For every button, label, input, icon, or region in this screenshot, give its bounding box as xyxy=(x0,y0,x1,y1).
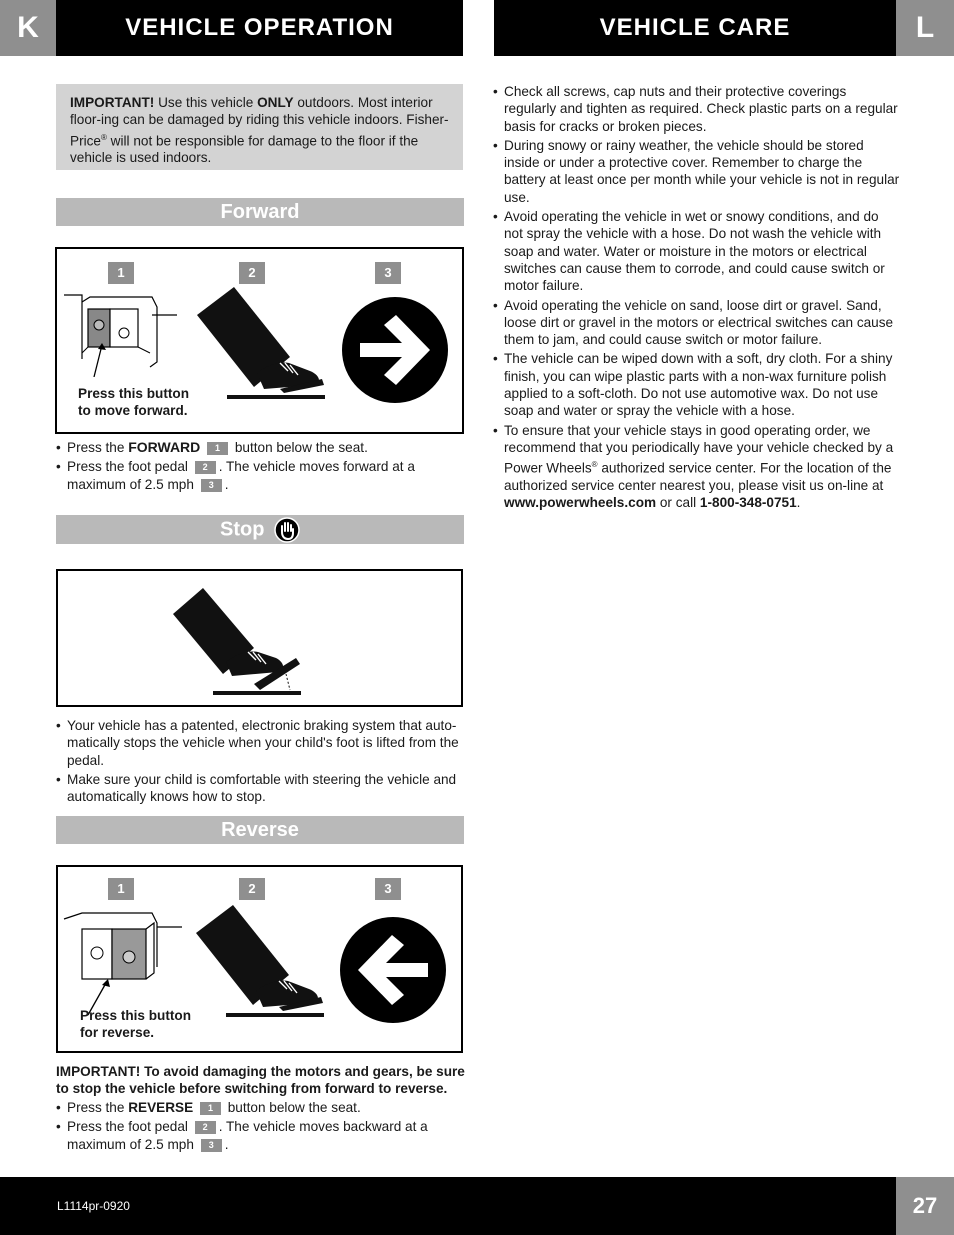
reverse-important-note: IMPORTANT! To avoid damaging the motors and gears, be sure to stop the vehicle before switching from forward to reverse. xyxy=(56,1064,465,1097)
important-note: IMPORTANT! Use this vehicle ONLY outdoors. Most interior floor-ing can be damaged by riding this vehicle indoors. Fisher-Price® will not be responsible for damage to the floor if the vehicle is used indoors. xyxy=(56,84,463,170)
vehicle-operation-heading: VEHICLE OPERATION xyxy=(56,0,463,56)
foot-pedal-icon xyxy=(192,287,332,402)
section-letter-l: L xyxy=(896,0,954,56)
reverse-bullet-1: • Press the REVERSE 1 button below the seat. xyxy=(56,1099,466,1116)
page-number: 27 xyxy=(896,1177,954,1235)
reverse-diagram xyxy=(56,865,463,1053)
reverse-heading: Reverse xyxy=(56,816,464,844)
forward-bullet-2: • Press the foot pedal 2 . The vehicle moves forward at a maximum of 2.5 mph 3 . xyxy=(56,458,464,493)
stop-hand-icon xyxy=(274,517,300,543)
document-code: L1114pr-0920 xyxy=(57,1199,130,1213)
step-3-badge: 3 xyxy=(375,262,401,284)
step-3-badge: 3 xyxy=(375,878,401,900)
care-item: • Check all screws, cap nuts and their protective coverings regularly and tighten as required. Check plastic parts on a regular basis for cracks or broken pieces. xyxy=(493,83,901,135)
reverse-button-illustration xyxy=(62,907,192,1017)
stop-bullet-2: • Make sure your child is comfortable with steering the vehicle and automatically knows how to stop. xyxy=(56,771,468,806)
website-link: www.powerwheels.com xyxy=(504,495,657,511)
forward-bullet-1: • Press the FORWARD 1 button below the seat. xyxy=(56,439,464,456)
care-item-service: • To ensure that your vehicle stays in good operating order, we recommend that you periodically have your vehicle checked by a Power Wheels® authorized service center. For the location of the authorized service center nearest you, please visit us on-line at www.powerwheels.com or call 1-800-348-0751. xyxy=(493,422,901,512)
forward-heading: Forward xyxy=(56,198,464,226)
stop-diagram xyxy=(56,569,463,707)
reverse-instructions xyxy=(56,1099,466,1155)
stop-heading: Stop xyxy=(56,515,464,544)
phone-number: 1-800-348-0751 xyxy=(699,495,797,511)
forward-instructions xyxy=(56,439,464,495)
stop-instructions xyxy=(56,717,468,807)
care-item: • During snowy or rainy weather, the vehicle should be stored inside or under a protective cover. Remember to charge the battery at least once per month while your vehicle is not in regular use. xyxy=(493,137,901,206)
step-2-badge: 2 xyxy=(239,262,265,284)
stop-bullet-1: • Your vehicle has a patented, electronic braking system that auto-matically stops the vehicle when your child's foot is lifted from the pedal. xyxy=(56,717,468,769)
vehicle-care-heading: VEHICLE CARE xyxy=(494,0,896,56)
foot-lifted-icon xyxy=(168,586,308,701)
care-item: • The vehicle can be wiped down with a soft, dry cloth. For a shiny finish, you can wipe plastic parts with a non-wax furniture polish applied to a soft-cloth. Do not use automotive wax. Do not use soap and water or spray the vehicle with a hose. xyxy=(493,350,901,419)
forward-diagram xyxy=(55,247,464,434)
reverse-bullet-2: • Press the foot pedal 2 . The vehicle moves backward at a maximum of 2.5 mph 3 . xyxy=(56,1118,466,1153)
footer-bar xyxy=(0,1177,896,1235)
care-item: • Avoid operating the vehicle in wet or snowy conditions, and do not spray the vehicle with a hose. Do not wash the vehicle with soap and water. Water or moisture in the motors or electrical switches can cause them to corrode, and could cause switch or motor failure. xyxy=(493,208,901,294)
step-2-badge: 2 xyxy=(239,878,265,900)
forward-button-illustration xyxy=(62,287,182,377)
reverse-caption: Press this button for reverse. xyxy=(80,1008,192,1040)
forward-caption: Press this button to move forward. xyxy=(78,386,190,418)
forward-arrow-icon xyxy=(340,295,450,405)
foot-pedal-icon xyxy=(191,905,331,1020)
care-item: • Avoid operating the vehicle on sand, loose dirt or gravel. Sand, loose dirt or gravel in the motors or electrical switches can cause them to jam, and could cause switch or motor failure. xyxy=(493,297,901,349)
step-1-badge: 1 xyxy=(108,878,134,900)
section-letter-k: K xyxy=(0,0,56,56)
reverse-arrow-icon xyxy=(338,915,448,1025)
step-1-badge: 1 xyxy=(108,262,134,284)
vehicle-care-list xyxy=(493,83,901,514)
